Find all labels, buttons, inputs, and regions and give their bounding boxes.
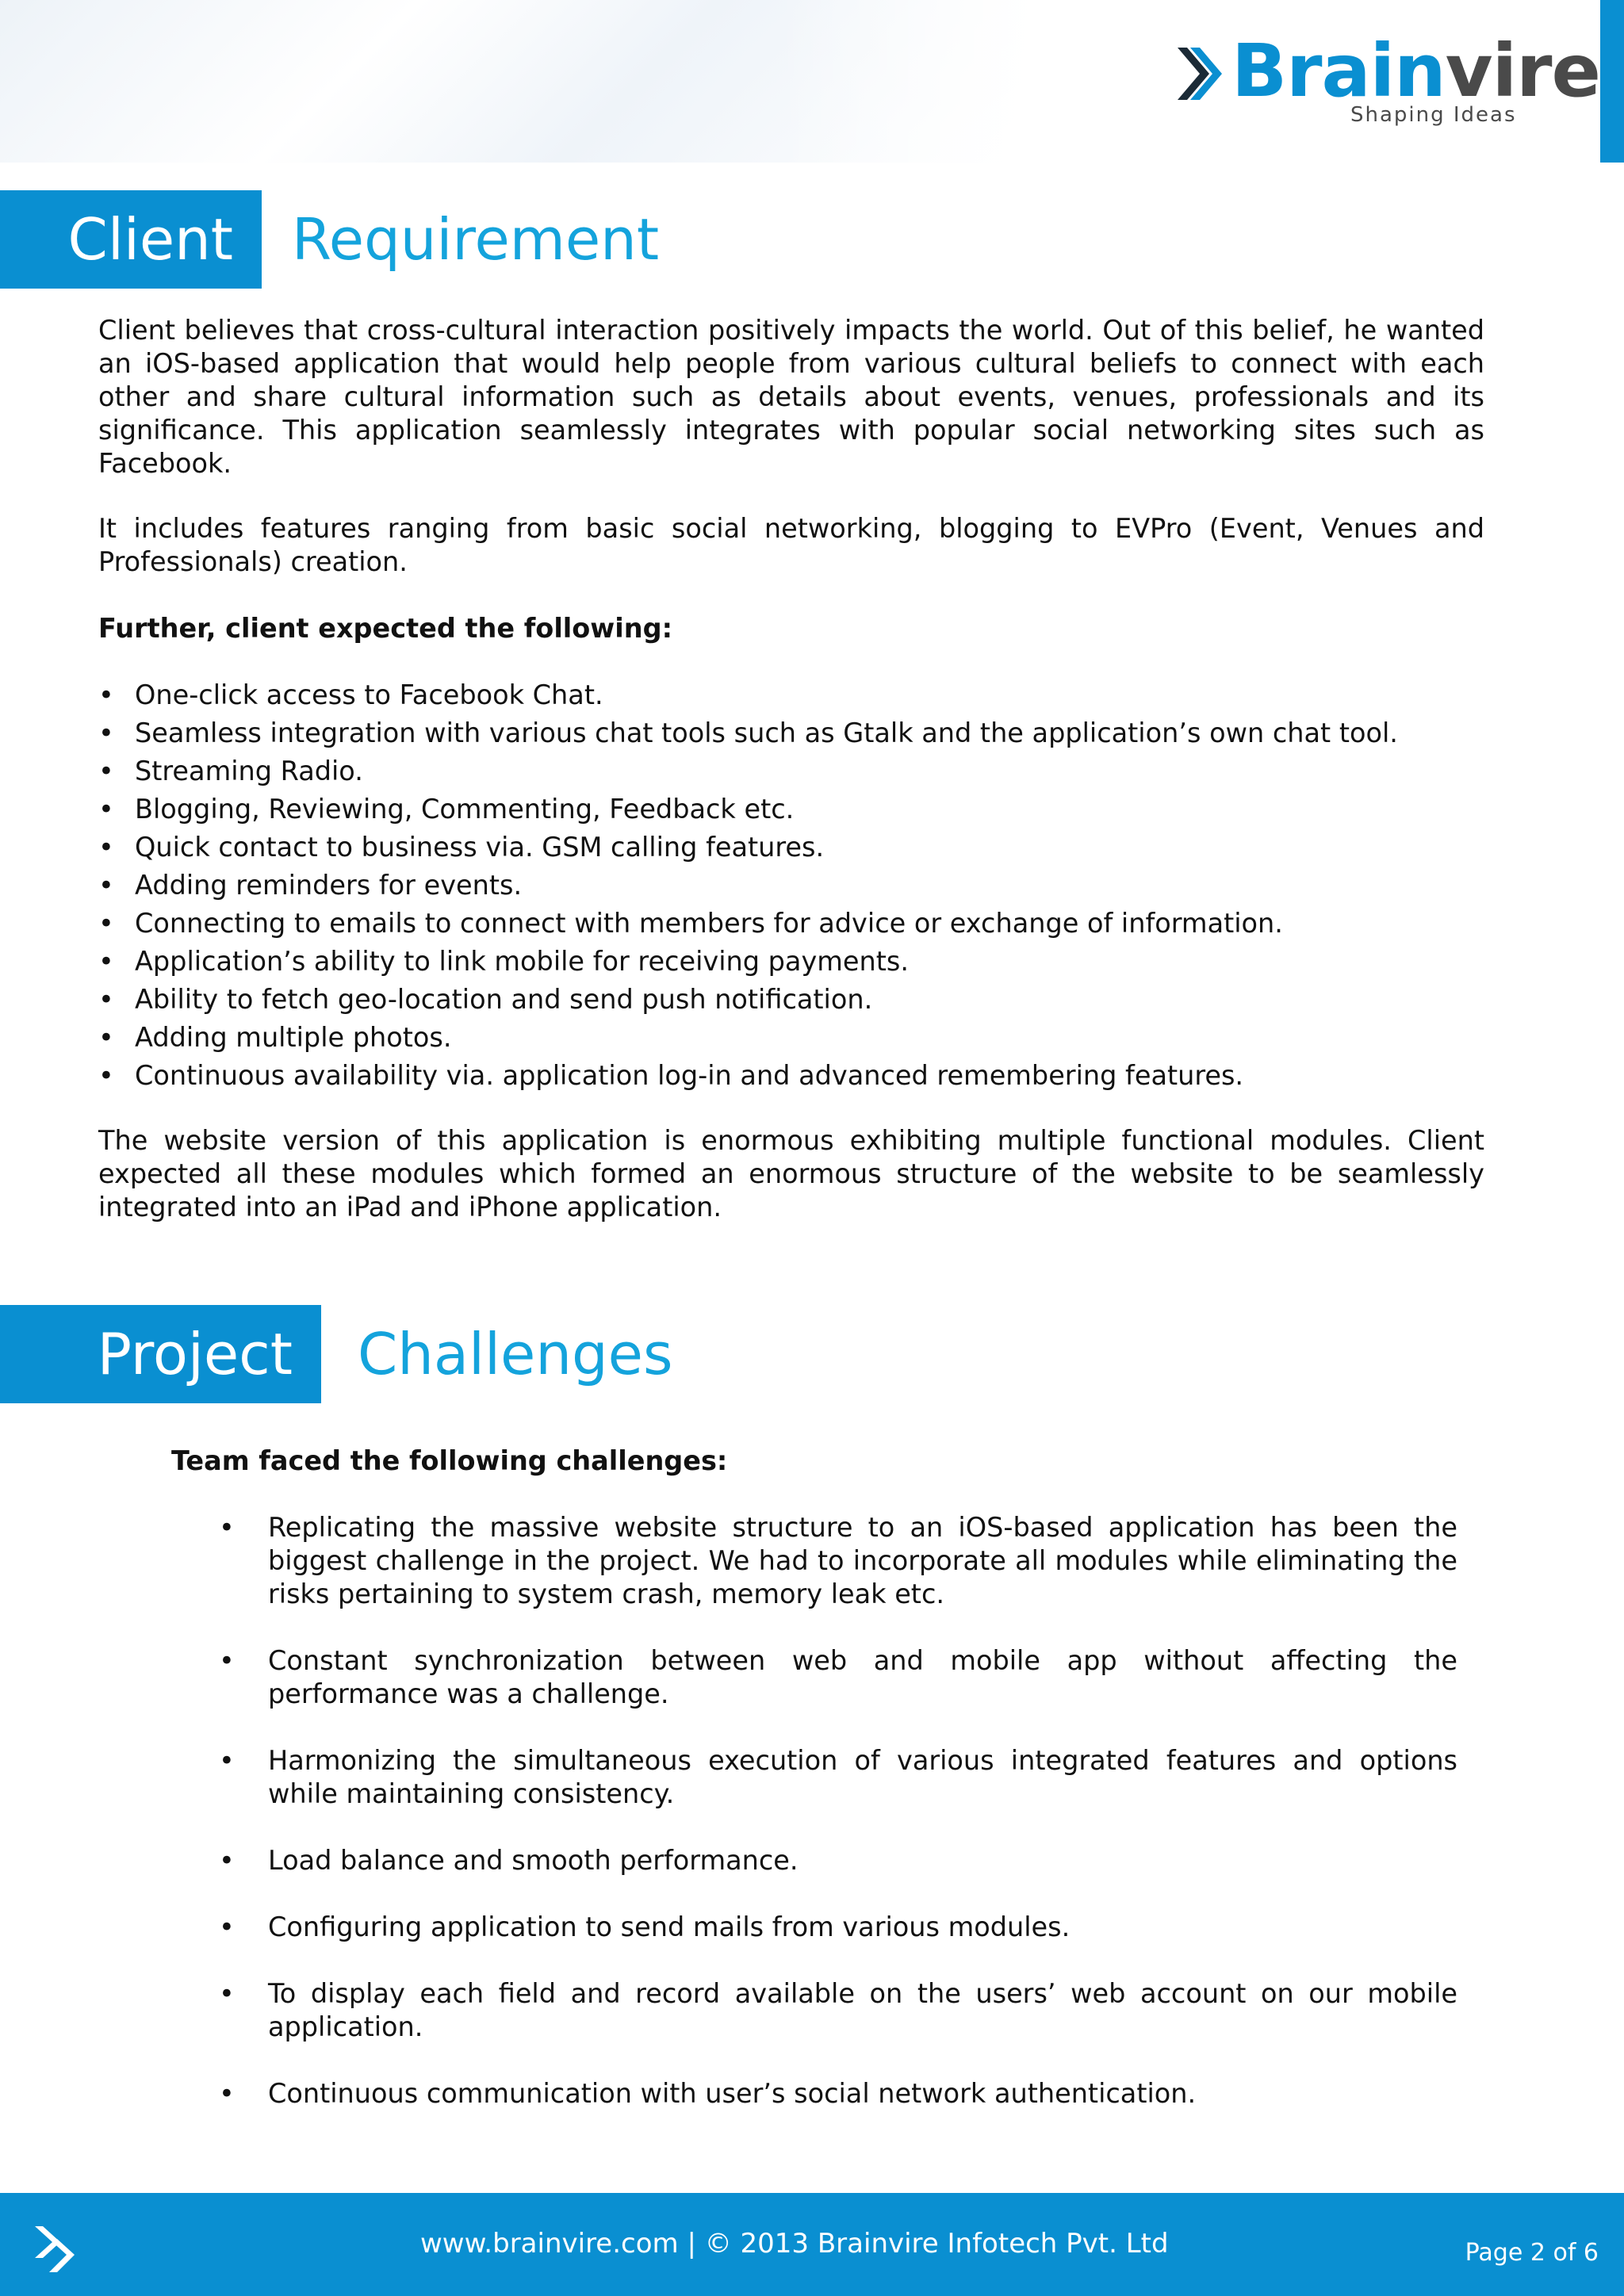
list-item: • Adding reminders for events.	[98, 867, 1526, 905]
heading-box: Project	[0, 1305, 321, 1403]
footer	[0, 2193, 1624, 2296]
logo-tagline: Shaping Ideas	[1350, 103, 1517, 127]
challenges-intro: Team faced the following challenges:	[171, 1445, 728, 1476]
expectations-list	[98, 676, 1526, 1095]
requirement-paragraph-3: The website version of this application is enormous exhibiting multiple functional modules. Client expected all these modules which formed an enormous structure of the website to be seamlessly integrated into an iPad and iPhone application.	[98, 1125, 1484, 1223]
brainvire-chevron-icon	[1176, 46, 1224, 101]
header-accent-bar	[1600, 0, 1624, 163]
brainvire-logo	[1176, 29, 1600, 133]
list-item: • Streaming Radio.	[98, 752, 1526, 790]
list-item: • Continuous availability via. application log-in and advanced remembering features.	[98, 1057, 1526, 1095]
expectations-heading: Further, client expected the following:	[98, 613, 672, 644]
list-item: • To display each field and record available on the users’ web account on our mobile application.	[219, 1977, 1457, 2044]
page-number: Page 2 of 6	[1465, 2239, 1599, 2267]
list-item: • One-click access to Facebook Chat.	[98, 676, 1526, 714]
footer-copyright: www.brainvire.com | © 2013 Brainvire Infotech Pvt. Ltd	[420, 2228, 1169, 2260]
list-item: • Quick contact to business via. GSM calling features.	[98, 828, 1526, 867]
requirement-paragraph-1: Client believes that cross-cultural interaction positively impacts the world. Out of this belief, he wanted an iOS-based application that would help people from various cultural beliefs to connect with each other and share cultural information such as details about events, venues, professionals and its significance. This application seamlessly integrates with popular social networking sites such as Facebook.	[98, 315, 1484, 479]
list-item: • Connecting to emails to connect with members for advice or exchange of information.	[98, 905, 1526, 943]
list-item: • Harmonizing the simultaneous execution of various integrated features and options while maintaining consistency.	[219, 1744, 1457, 1811]
list-item: • Replicating the massive website structure to an iOS-based application has been the biggest challenge in the project. We had to incorporate all modules while eliminating the risks pertaining to system crash, memory leak etc.	[219, 1511, 1457, 1611]
logo-wordmark: Brainvire	[1231, 29, 1600, 113]
heading-rest: Challenges	[358, 1321, 673, 1387]
list-item: • Seamless integration with various chat tools such as Gtalk and the application’s own chat tool.	[98, 714, 1526, 752]
list-item: • Adding multiple photos.	[98, 1019, 1526, 1057]
brainvire-footer-icon	[32, 2223, 84, 2275]
heading-box: Client	[0, 190, 262, 289]
requirement-paragraph-2: It includes features ranging from basic social networking, blogging to EVPro (Event, Venues and Professionals) creation.	[98, 513, 1484, 577]
list-item: • Blogging, Reviewing, Commenting, Feedback etc.	[98, 790, 1526, 828]
list-item: • Load balance and smooth performance.	[219, 1844, 1457, 1877]
list-item: • Ability to fetch geo-location and send push notification.	[98, 981, 1526, 1019]
list-item: • Application’s ability to link mobile for receiving payments.	[98, 943, 1526, 981]
list-item: • Constant synchronization between web and mobile app without affecting the performance was a challenge.	[219, 1644, 1457, 1711]
header-background	[0, 0, 1039, 163]
list-item: • Configuring application to send mails from various modules.	[219, 1911, 1457, 1944]
heading-rest: Requirement	[292, 206, 660, 273]
list-item: • Continuous communication with user’s social network authentication.	[219, 2077, 1457, 2110]
challenges-list	[219, 1511, 1457, 2144]
